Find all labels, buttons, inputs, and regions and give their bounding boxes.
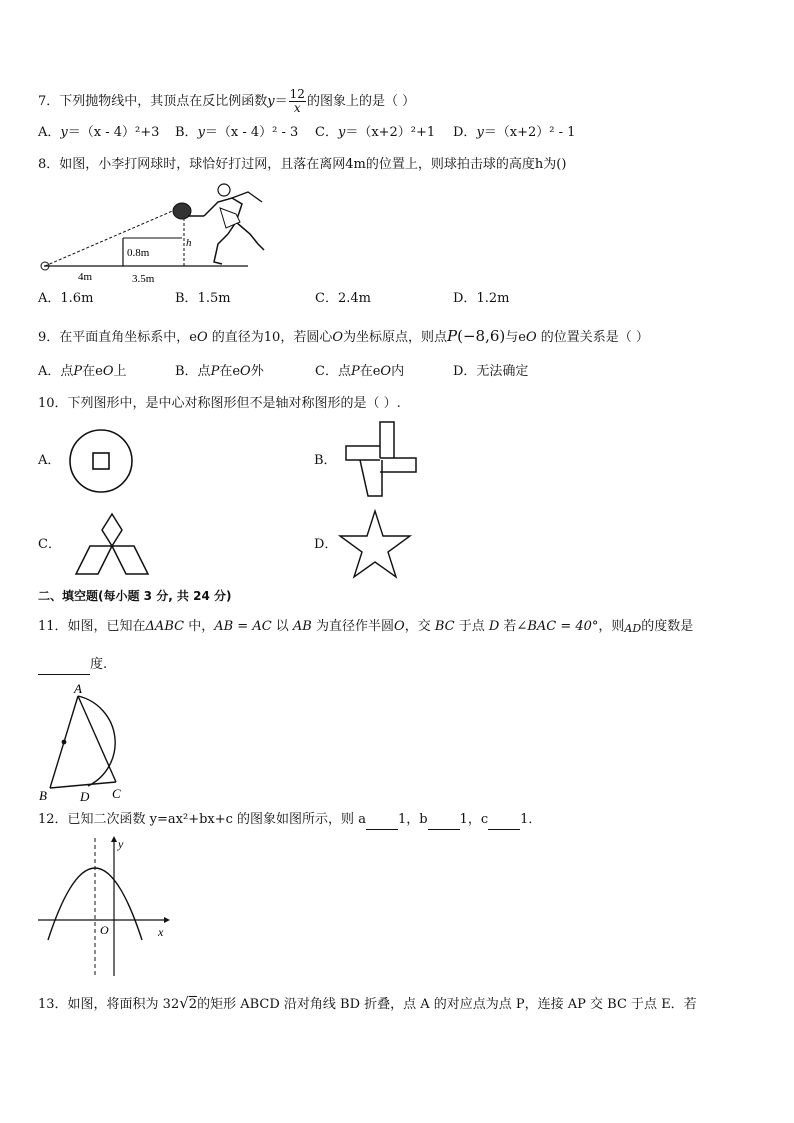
q11-tri: ΔABC [145, 619, 185, 634]
q8-tennis-figure [36, 178, 272, 286]
q12-text: 1，c [459, 812, 489, 827]
q11-text: ，交 [404, 619, 435, 634]
q9-option-a [38, 363, 127, 381]
q12-text: 1，b [397, 812, 428, 827]
q10-label-b: B． [314, 453, 337, 468]
q7-stem [38, 88, 415, 115]
option-value: 1.6m [60, 291, 94, 306]
q7-option-b [175, 124, 298, 142]
q11-o: O [394, 619, 405, 634]
q11-angle: ∠BAC = 40° [516, 619, 599, 634]
q11-stem [38, 618, 693, 636]
q9-circ: e [518, 330, 526, 345]
q10-label-a: A． [38, 453, 61, 468]
label-C: C [112, 786, 121, 801]
option-pos: 上 [113, 364, 127, 379]
option-pos: 外 [250, 364, 264, 379]
option-label: C．点 [315, 364, 351, 379]
q12-blank-c [488, 811, 520, 830]
three-diamond-figure-icon [74, 510, 150, 578]
label-A: A [74, 681, 82, 696]
section-fill-in-title: 二、填空题(每小题 3 分, 共 24 分) [38, 589, 232, 603]
q11-text: 的度数是 [641, 619, 694, 634]
q13-sqrt: 2 [188, 997, 198, 1012]
coin-figure-icon [68, 428, 134, 494]
q11-text: 中， [184, 619, 215, 634]
q8-option-d [453, 290, 509, 308]
q8-stem: 8．如图，小李打网球时，球恰好打过网，且落在离网4m的位置上，则球拍击球的高度h为() [38, 157, 567, 172]
option-in: 在 [359, 364, 373, 379]
q12-blank-b [428, 811, 460, 830]
option-label: B． [175, 291, 198, 306]
q11-text: 11．如图，已知在 [38, 619, 146, 634]
pinwheel-figure-icon [340, 418, 422, 500]
q9-stem [38, 327, 649, 347]
q7-eq: ＝ [274, 94, 288, 109]
q9-text: 的直径为10，若圆心 [207, 330, 333, 345]
q7-func-y: y [267, 94, 275, 109]
q9-o: O [102, 364, 114, 379]
q11-text: 为直径作半圆 [311, 619, 395, 634]
q11-unit: 度. [90, 657, 108, 672]
q9-circ: e [372, 364, 381, 379]
q11-triangle-figure [36, 680, 136, 804]
option-label: C． [315, 291, 338, 306]
q11-text: ，则 [598, 619, 625, 634]
q7-frac-den: x [293, 101, 301, 115]
option-label: A．点 [38, 364, 74, 379]
q7-option-a [38, 124, 159, 142]
q11-eq: AB = AC [214, 619, 272, 634]
option-value: 2.4m [337, 291, 371, 306]
q11-blank [38, 656, 90, 675]
q9-text: 9．在平面直角坐标系中， [38, 330, 190, 345]
q9-option-b [175, 363, 264, 381]
option-value: 1.2m [476, 291, 510, 306]
option-expr: ＝（x+2）²+1 [345, 125, 436, 140]
q7-option-d [453, 124, 575, 142]
q11-bc: BC [434, 619, 455, 634]
q8-option-b [175, 290, 231, 308]
q9-circ: e [189, 330, 197, 345]
q9-o: O [240, 364, 251, 379]
option-var: y [197, 125, 205, 140]
option-expr: ＝（x+2）² - 1 [483, 125, 576, 140]
option-label: B．点 [175, 364, 211, 379]
option-pos: 内 [391, 364, 405, 379]
q9-o: O [380, 364, 392, 379]
option-label: A． [38, 125, 61, 140]
option-label: D． [453, 291, 477, 306]
option-var: y [476, 125, 484, 140]
q7-number: 7． [38, 94, 60, 109]
label-d1: 4m [78, 271, 93, 283]
q13-text: 13．如图，将面积为 32 [38, 997, 180, 1012]
q8-option-c [315, 290, 371, 308]
q7-fraction [289, 88, 306, 115]
q11-ab: AB [292, 619, 312, 634]
q9-text: 为坐标原点，则点 [343, 330, 448, 345]
q7-frac-num: 12 [289, 87, 305, 101]
q11-d: D [488, 619, 500, 634]
label-B: B [39, 788, 47, 803]
q10-label-d: D． [314, 537, 338, 552]
q9-p: P [210, 364, 220, 379]
q9-option-c [315, 363, 404, 381]
sqrt-icon: √ [179, 994, 189, 1012]
q11-text: 于点 [454, 619, 489, 634]
q9-p: P [350, 364, 360, 379]
q10-label-c: C． [38, 537, 61, 552]
option-var: y [337, 125, 346, 140]
label-D: D [80, 789, 90, 804]
q11-answer-line [38, 656, 107, 675]
q9-circ: e [95, 364, 103, 379]
q9-o: O [525, 330, 537, 345]
option-in: 在 [219, 364, 233, 379]
q13-text: 的矩形 ABCD 沿对角线 BD 折叠，点 A 的对应点为点 P，连接 AP 交 BC 于点 E．若 [197, 997, 697, 1012]
q8-option-a [38, 290, 93, 308]
label-net: 0.8m [127, 247, 150, 259]
q11-text: 若 [499, 619, 517, 634]
option-label: D． [453, 125, 477, 140]
q9-o: O [196, 330, 208, 345]
q12-blank-a [366, 811, 398, 830]
q13-stem [38, 994, 697, 1014]
q10-stem: 10．下列图形中，是中心对称图形但不是轴对称图形的是（ ）. [38, 396, 401, 411]
option-label: A． [38, 291, 61, 306]
q9-circ: e [232, 364, 241, 379]
q9-o: O [332, 330, 344, 345]
q9-text: 的位置关系是（ ） [536, 330, 649, 345]
ball-path [45, 206, 184, 266]
q11-arc: AD [624, 622, 642, 635]
q12-stem [38, 811, 541, 830]
option-expr: ＝（x - 4）² - 3 [204, 125, 299, 140]
tennis-player-icon [173, 184, 264, 264]
q9-p: P [73, 364, 83, 379]
q12-text: 1． [520, 812, 542, 827]
axis-x-label: x [158, 925, 164, 939]
option-value: 1.5m [197, 291, 231, 306]
axis-y-label: y [118, 837, 124, 851]
label-h: h [186, 237, 192, 249]
q9-option-d: D．无法确定 [453, 364, 529, 379]
option-label: B． [175, 125, 198, 140]
q12-parabola-figure [36, 836, 176, 978]
option-expr: ＝（x - 4）²+3 [67, 125, 160, 140]
q11-text: 以 [271, 619, 293, 634]
q7-text: 下列抛物线中，其顶点在反比例函数 [59, 94, 268, 109]
origin-label: O [100, 923, 109, 937]
q9-p: P [447, 327, 458, 345]
q7-text-after: 的图象上的是（ ） [306, 94, 416, 109]
option-in: 在 [82, 364, 96, 379]
option-label: C． [315, 125, 338, 140]
star-figure-icon [338, 508, 412, 580]
q9-coord: (−8,6) [457, 327, 506, 345]
option-var: y [60, 125, 68, 140]
q9-text: 与 [505, 330, 519, 345]
label-d2: 3.5m [132, 273, 155, 285]
q12-text: 12．已知二次函数 y=ax²+bx+c 的图象如图所示，则 a [38, 812, 366, 827]
q7-option-c [315, 124, 435, 142]
